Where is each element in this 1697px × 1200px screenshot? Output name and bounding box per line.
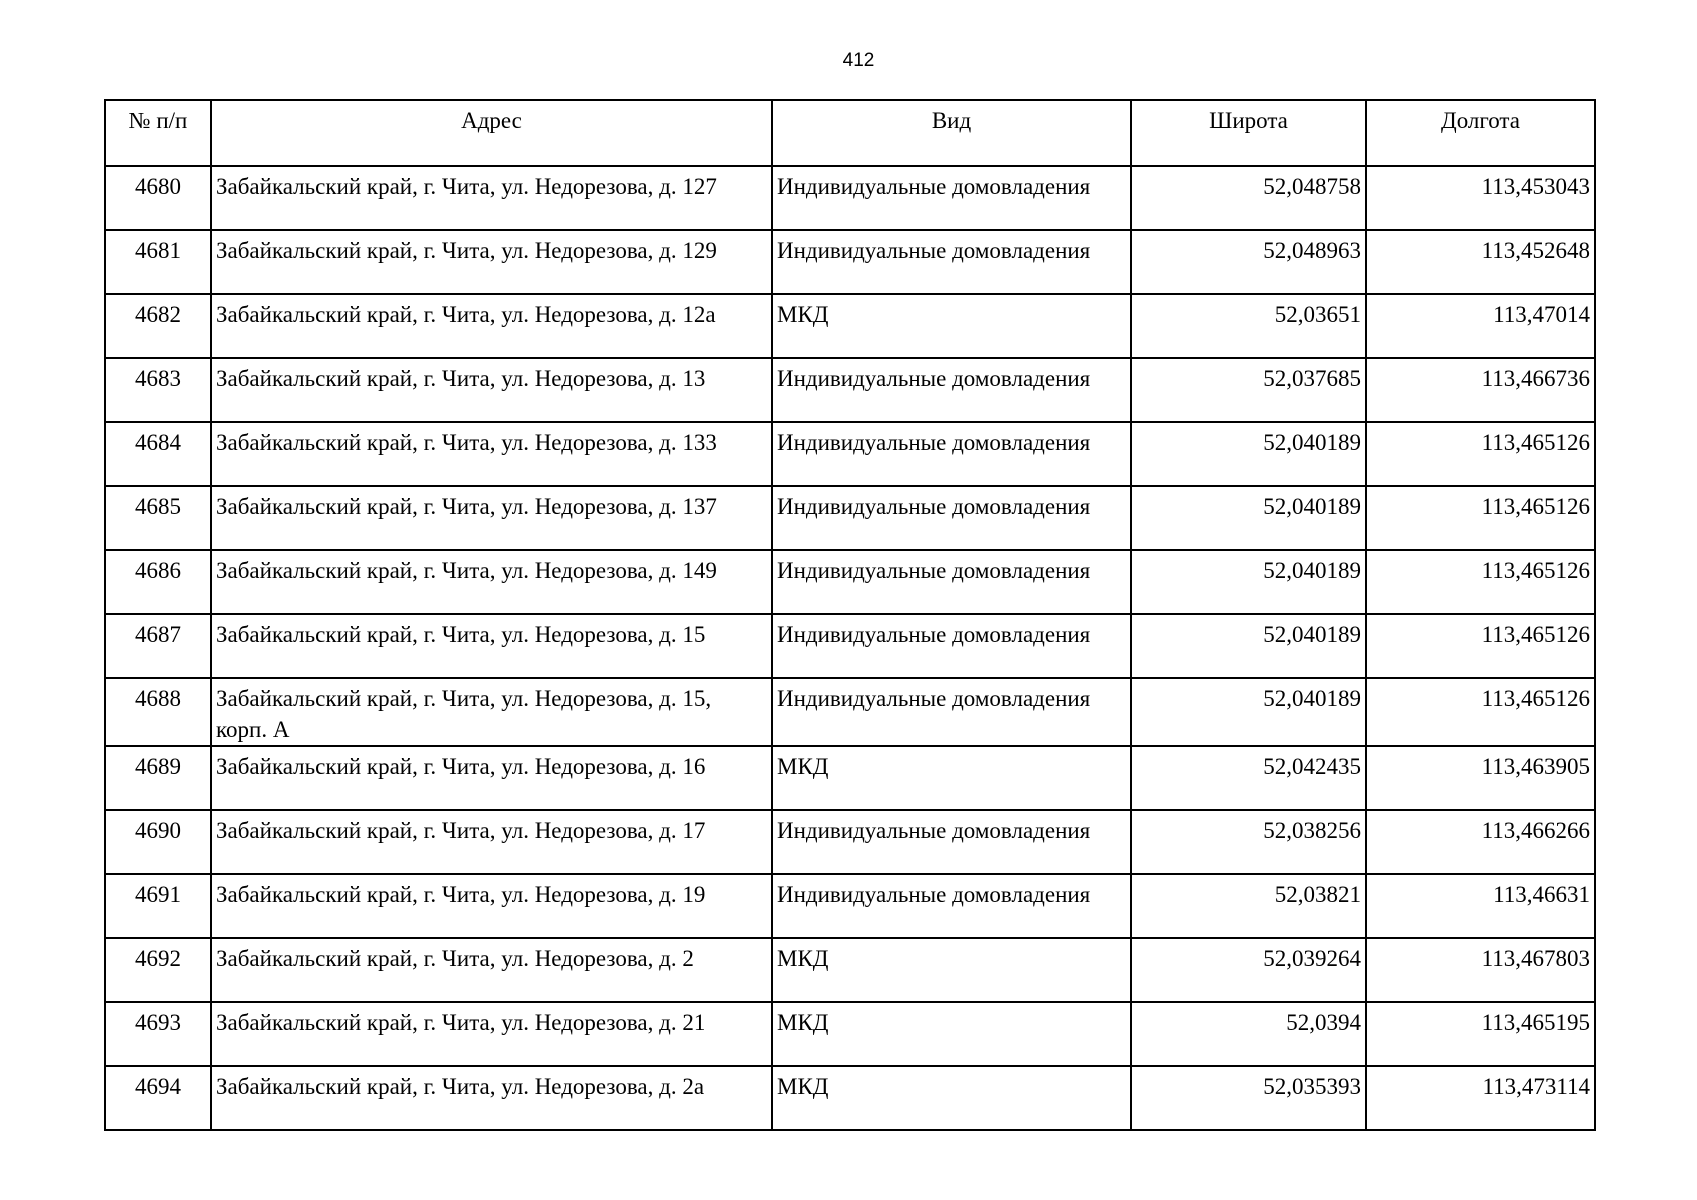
cell-num: 4685	[105, 486, 211, 550]
cell-address: Забайкальский край, г. Чита, ул. Недорезова, д. 12а	[211, 294, 772, 358]
cell-kind: МКД	[772, 294, 1131, 358]
header-num: № п/п	[105, 100, 211, 166]
cell-kind: Индивидуальные домовладения	[772, 486, 1131, 550]
cell-address: Забайкальский край, г. Чита, ул. Недорезова, д. 19	[211, 874, 772, 938]
table-row	[105, 746, 1595, 810]
cell-num: 4691	[105, 874, 211, 938]
table-row	[105, 358, 1595, 422]
cell-kind: МКД	[772, 746, 1131, 810]
cell-address: Забайкальский край, г. Чита, ул. Недорезова, д. 17	[211, 810, 772, 874]
cell-kind: МКД	[772, 1002, 1131, 1066]
table-body	[105, 166, 1595, 1130]
cell-address: Забайкальский край, г. Чита, ул. Недорезова, д. 129	[211, 230, 772, 294]
cell-num: 4682	[105, 294, 211, 358]
table-row	[105, 230, 1595, 294]
cell-kind: Индивидуальные домовладения	[772, 358, 1131, 422]
cell-address: Забайкальский край, г. Чита, ул. Недорезова, д. 2а	[211, 1066, 772, 1130]
cell-kind: Индивидуальные домовладения	[772, 166, 1131, 230]
cell-lon: 113,466266	[1366, 810, 1595, 874]
cell-num: 4680	[105, 166, 211, 230]
cell-kind: МКД	[772, 938, 1131, 1002]
table-row	[105, 166, 1595, 230]
cell-kind: Индивидуальные домовладения	[772, 230, 1131, 294]
cell-lon: 113,467803	[1366, 938, 1595, 1002]
header-address: Адрес	[211, 100, 772, 166]
table-row	[105, 810, 1595, 874]
cell-address: Забайкальский край, г. Чита, ул. Недорезова, д. 127	[211, 166, 772, 230]
cell-lat: 52,040189	[1131, 486, 1366, 550]
cell-lon: 113,466736	[1366, 358, 1595, 422]
cell-lon: 113,463905	[1366, 746, 1595, 810]
cell-address: Забайкальский край, г. Чита, ул. Недорезова, д. 21	[211, 1002, 772, 1066]
cell-lon: 113,465126	[1366, 486, 1595, 550]
table-row	[105, 550, 1595, 614]
cell-lon: 113,465126	[1366, 614, 1595, 678]
cell-lon: 113,47014	[1366, 294, 1595, 358]
header-lat: Широта	[1131, 100, 1366, 166]
page-number: 412	[842, 50, 875, 71]
table-row	[105, 938, 1595, 1002]
cell-lat: 52,048963	[1131, 230, 1366, 294]
cell-lat: 52,035393	[1131, 1066, 1366, 1130]
cell-num: 4683	[105, 358, 211, 422]
cell-kind: Индивидуальные домовладения	[772, 678, 1131, 746]
table-row	[105, 614, 1595, 678]
cell-lat: 52,03821	[1131, 874, 1366, 938]
cell-kind: Индивидуальные домовладения	[772, 614, 1131, 678]
cell-address: Забайкальский край, г. Чита, ул. Недорезова, д. 15	[211, 614, 772, 678]
cell-kind: МКД	[772, 1066, 1131, 1130]
cell-lon: 113,452648	[1366, 230, 1595, 294]
cell-lon: 113,473114	[1366, 1066, 1595, 1130]
cell-lat: 52,042435	[1131, 746, 1366, 810]
cell-lon: 113,465126	[1366, 550, 1595, 614]
cell-address: Забайкальский край, г. Чита, ул. Недорезова, д. 15, корп. А	[211, 678, 772, 746]
table-header-row	[105, 100, 1595, 166]
cell-lon: 113,465126	[1366, 678, 1595, 746]
cell-address: Забайкальский край, г. Чита, ул. Недорезова, д. 137	[211, 486, 772, 550]
header-kind: Вид	[772, 100, 1131, 166]
cell-num: 4681	[105, 230, 211, 294]
cell-lat: 52,037685	[1131, 358, 1366, 422]
cell-kind: Индивидуальные домовладения	[772, 550, 1131, 614]
cell-lat: 52,038256	[1131, 810, 1366, 874]
cell-num: 4689	[105, 746, 211, 810]
address-table	[104, 99, 1596, 1131]
cell-address: Забайкальский край, г. Чита, ул. Недорезова, д. 133	[211, 422, 772, 486]
table-row	[105, 294, 1595, 358]
cell-lat: 52,040189	[1131, 422, 1366, 486]
cell-num: 4693	[105, 1002, 211, 1066]
table-row	[105, 874, 1595, 938]
cell-address: Забайкальский край, г. Чита, ул. Недорезова, д. 149	[211, 550, 772, 614]
cell-num: 4690	[105, 810, 211, 874]
table-row	[105, 1066, 1595, 1130]
cell-num: 4692	[105, 938, 211, 1002]
cell-num: 4686	[105, 550, 211, 614]
cell-address: Забайкальский край, г. Чита, ул. Недорезова, д. 2	[211, 938, 772, 1002]
cell-lat: 52,03651	[1131, 294, 1366, 358]
cell-lon: 113,453043	[1366, 166, 1595, 230]
cell-kind: Индивидуальные домовладения	[772, 874, 1131, 938]
cell-lat: 52,040189	[1131, 550, 1366, 614]
cell-lat: 52,040189	[1131, 614, 1366, 678]
cell-lat: 52,0394	[1131, 1002, 1366, 1066]
cell-lon: 113,46631	[1366, 874, 1595, 938]
cell-lon: 113,465195	[1366, 1002, 1595, 1066]
cell-num: 4688	[105, 678, 211, 746]
table-row	[105, 422, 1595, 486]
cell-num: 4687	[105, 614, 211, 678]
header-lon: Долгота	[1366, 100, 1595, 166]
cell-lon: 113,465126	[1366, 422, 1595, 486]
cell-kind: Индивидуальные домовладения	[772, 422, 1131, 486]
cell-num: 4684	[105, 422, 211, 486]
table-row	[105, 486, 1595, 550]
table-row	[105, 1002, 1595, 1066]
cell-address: Забайкальский край, г. Чита, ул. Недорезова, д. 16	[211, 746, 772, 810]
table-row	[105, 678, 1595, 746]
cell-address: Забайкальский край, г. Чита, ул. Недорезова, д. 13	[211, 358, 772, 422]
cell-lat: 52,048758	[1131, 166, 1366, 230]
cell-num: 4694	[105, 1066, 211, 1130]
cell-lat: 52,039264	[1131, 938, 1366, 1002]
cell-kind: Индивидуальные домовладения	[772, 810, 1131, 874]
cell-lat: 52,040189	[1131, 678, 1366, 746]
